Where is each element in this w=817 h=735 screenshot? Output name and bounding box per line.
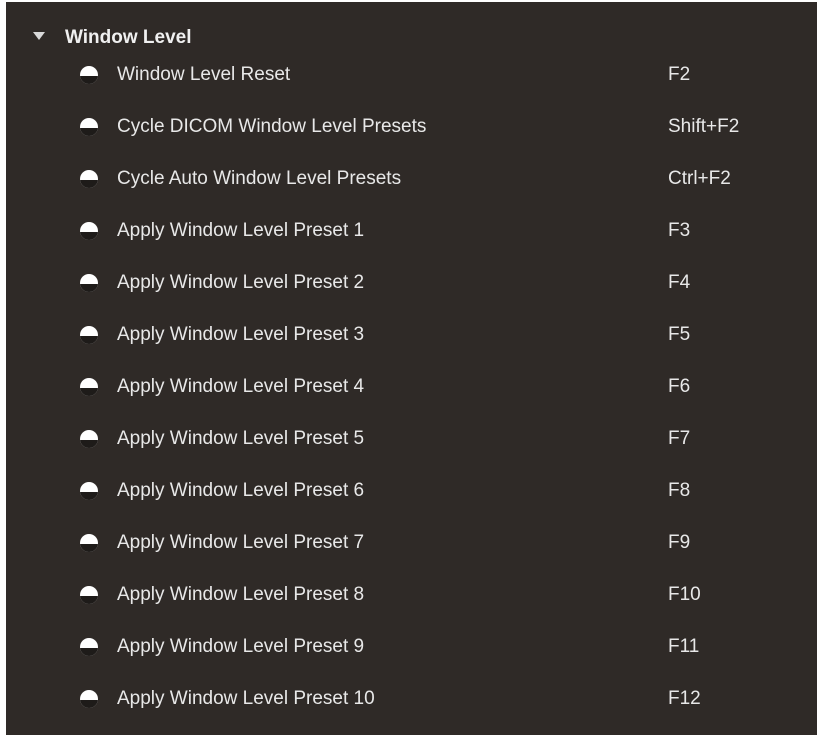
shortcut-key[interactable]: F11 bbox=[668, 636, 700, 657]
command-label: Apply Window Level Preset 4 bbox=[117, 376, 365, 397]
shortcut-key[interactable]: Shift+F2 bbox=[668, 116, 740, 137]
shortcut-key[interactable]: F10 bbox=[668, 584, 701, 605]
command-label: Cycle DICOM Window Level Presets bbox=[117, 116, 427, 137]
half-circle-bullet-icon bbox=[80, 274, 98, 292]
group-header-window-level[interactable] bbox=[6, 12, 817, 48]
shortcut-row-preset-2[interactable] bbox=[6, 258, 817, 310]
shortcut-row-cycle-dicom-presets[interactable] bbox=[6, 102, 817, 154]
command-label: Apply Window Level Preset 6 bbox=[117, 480, 365, 501]
shortcut-row-preset-9[interactable] bbox=[6, 622, 817, 674]
command-label: Apply Window Level Preset 8 bbox=[117, 584, 365, 605]
half-circle-bullet-icon bbox=[80, 118, 98, 136]
half-circle-bullet-icon bbox=[80, 690, 98, 708]
shortcut-row-preset-7[interactable] bbox=[6, 518, 817, 570]
shortcut-key[interactable]: F3 bbox=[668, 220, 691, 241]
command-label: Cycle Auto Window Level Presets bbox=[117, 168, 402, 189]
group-title: Window Level bbox=[65, 27, 192, 48]
command-label: Apply Window Level Preset 1 bbox=[117, 220, 365, 241]
shortcut-key[interactable]: F7 bbox=[668, 428, 691, 449]
shortcut-key[interactable]: F5 bbox=[668, 324, 691, 345]
command-label: Apply Window Level Preset 3 bbox=[117, 324, 365, 345]
half-circle-bullet-icon bbox=[80, 326, 98, 344]
command-label: Apply Window Level Preset 5 bbox=[117, 428, 365, 449]
shortcut-row-preset-10[interactable] bbox=[6, 674, 817, 726]
shortcut-key[interactable]: F8 bbox=[668, 480, 691, 501]
shortcut-row-preset-5[interactable] bbox=[6, 414, 817, 466]
half-circle-bullet-icon bbox=[80, 170, 98, 188]
half-circle-bullet-icon bbox=[80, 534, 98, 552]
half-circle-bullet-icon bbox=[80, 586, 98, 604]
command-label: Window Level Reset bbox=[117, 64, 291, 85]
half-circle-bullet-icon bbox=[80, 638, 98, 656]
shortcut-row-preset-6[interactable] bbox=[6, 466, 817, 518]
command-label: Apply Window Level Preset 2 bbox=[117, 272, 365, 293]
shortcut-list bbox=[6, 50, 817, 726]
shortcut-key[interactable]: F2 bbox=[668, 64, 691, 85]
command-label: Apply Window Level Preset 9 bbox=[117, 636, 365, 657]
shortcut-key[interactable]: Ctrl+F2 bbox=[668, 168, 731, 189]
shortcut-row-preset-8[interactable] bbox=[6, 570, 817, 622]
shortcut-key[interactable]: F9 bbox=[668, 532, 691, 553]
shortcut-row-window-level-reset[interactable] bbox=[6, 50, 817, 102]
shortcut-key[interactable]: F6 bbox=[668, 376, 691, 397]
shortcut-row-preset-1[interactable] bbox=[6, 206, 817, 258]
shortcut-row-cycle-auto-presets[interactable] bbox=[6, 154, 817, 206]
command-label: Apply Window Level Preset 10 bbox=[117, 688, 375, 709]
half-circle-bullet-icon bbox=[80, 222, 98, 240]
half-circle-bullet-icon bbox=[80, 482, 98, 500]
keyboard-shortcuts-panel bbox=[6, 2, 817, 735]
command-label: Apply Window Level Preset 7 bbox=[117, 532, 365, 553]
half-circle-bullet-icon bbox=[80, 378, 98, 396]
half-circle-bullet-icon bbox=[80, 66, 98, 84]
shortcut-key[interactable]: F4 bbox=[668, 272, 691, 293]
shortcut-row-preset-3[interactable] bbox=[6, 310, 817, 362]
shortcut-row-preset-4[interactable] bbox=[6, 362, 817, 414]
triangle-down-icon[interactable] bbox=[33, 32, 45, 40]
half-circle-bullet-icon bbox=[80, 430, 98, 448]
shortcut-key[interactable]: F12 bbox=[668, 688, 701, 709]
